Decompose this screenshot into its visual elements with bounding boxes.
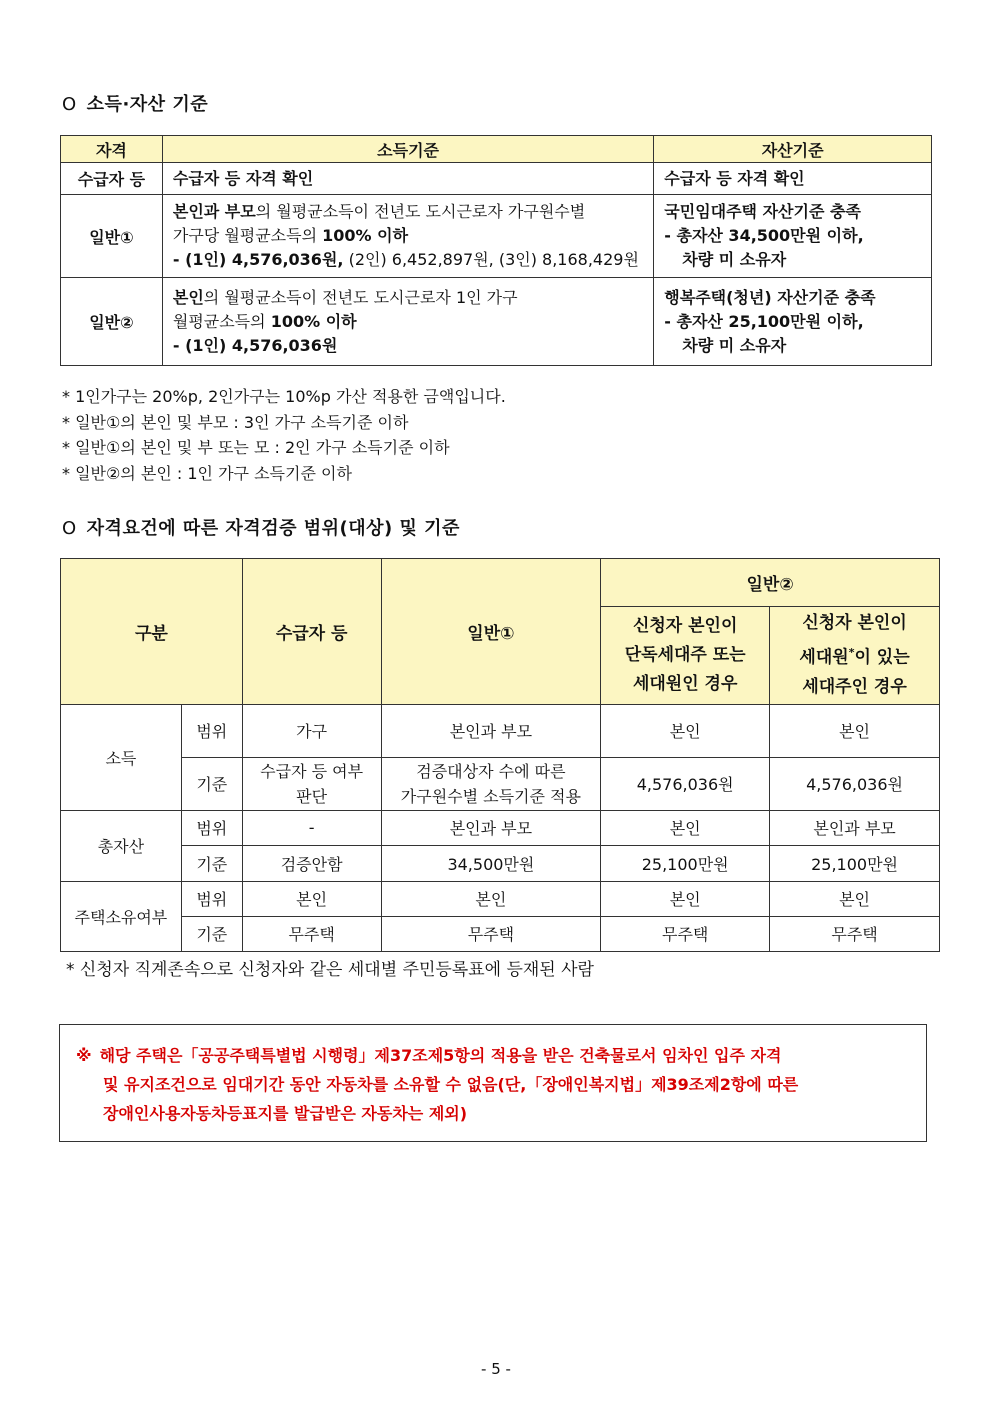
row-label-general1: 일반① xyxy=(61,195,163,278)
header-general2: 일반② xyxy=(601,559,940,607)
cell-recipient: 가구 xyxy=(242,704,381,757)
table-row xyxy=(61,195,932,278)
income-text: 가구당 월평균소득의 xyxy=(172,226,323,245)
row-range: 범위 xyxy=(181,881,242,916)
notice-text: 해당 주택은「공공주택특별법 시행령」제37조제5항의 적용을 받은 건축물로서 임차인 입주 자격 xyxy=(99,1046,782,1065)
cell-general1: 본인과 부모 xyxy=(381,810,601,845)
table-header-row xyxy=(61,559,940,607)
verification-scope-table xyxy=(60,558,940,952)
footnote-marker: * xyxy=(848,646,855,659)
cell-general1 xyxy=(381,757,601,810)
table-row xyxy=(61,278,932,366)
note-item: * 일반①의 본인 및 부모 : 3인 가구 소득기준 이하 xyxy=(62,412,409,432)
asset-standard: 국민임대주택 자산기준 충족 xyxy=(664,202,861,221)
recipient-income: 수급자 등 자격 확인 xyxy=(162,163,653,195)
header-text: 세대원 xyxy=(799,647,849,668)
table-header-row xyxy=(61,136,932,163)
row-label-general2: 일반② xyxy=(61,278,163,366)
header-text: 신청자 본인이 xyxy=(802,613,907,633)
income-text: 월평균소득의 xyxy=(172,311,271,331)
general1-income xyxy=(162,195,653,278)
table-row xyxy=(61,916,940,951)
cell-recipient: 무주택 xyxy=(242,916,381,951)
page-number: - 5 - xyxy=(481,1360,511,1378)
header-text: 세대주인 경우 xyxy=(802,676,907,697)
cell-general2-a: 4,576,036원 xyxy=(601,757,770,810)
asset-standard: 행복주택(청년) 자산기준 충족 xyxy=(664,287,876,307)
section1-title: 소득·자산 기준 xyxy=(86,94,209,115)
table-footnote: * 신청자 직계존속으로 신청자와 같은 세대별 주민등록표에 등재된 사람 xyxy=(66,960,594,980)
row-range: 범위 xyxy=(181,704,242,757)
row-range: 범위 xyxy=(181,810,242,845)
group-total-assets: 총자산 xyxy=(61,810,182,881)
vehicle-condition: 차량 미 소유자 xyxy=(682,335,787,355)
section2-title: 자격요건에 따른 자격검증 범위(대상) 및 기준 xyxy=(86,518,460,539)
cell-general2-b: 본인 xyxy=(770,704,940,757)
group-income: 소득 xyxy=(61,704,182,810)
note-item: * 일반②의 본인 : 1인 가구 소득기준 이하 xyxy=(62,463,352,483)
cell-general2-a: 무주택 xyxy=(601,916,770,951)
note-item: * 일반①의 본인 및 부 또는 모 : 2인 가구 소득기준 이하 xyxy=(62,438,450,457)
recipient-asset: 수급자 등 자격 확인 xyxy=(654,163,932,195)
cell-general2-a: 본인 xyxy=(601,810,770,845)
notes-list xyxy=(62,384,506,486)
vehicle-restriction-notice xyxy=(59,1024,927,1142)
heading-bullet: O xyxy=(62,518,77,539)
notice-text: 및 유지조건으로 임대기간 동안 자동차를 소유할 수 없음(단,「장애인복지법」제39조제2항에 따른 xyxy=(103,1075,799,1094)
table-row xyxy=(61,881,940,916)
header-text: 단독세대주 또는 xyxy=(624,644,746,665)
income-amount-1p: - (1인) 4,576,036원, xyxy=(172,250,344,269)
header-recipient: 수급자 등 xyxy=(242,559,381,705)
table-row xyxy=(61,810,940,845)
cell-recipient: 검증안함 xyxy=(242,845,381,881)
header-income-criteria: 소득기준 xyxy=(162,136,653,163)
income-subject-bold: 본인과 부모 xyxy=(172,202,256,221)
cell-general2-a: 25,100만원 xyxy=(601,845,770,881)
income-percent: 100% 이하 xyxy=(270,311,357,331)
cell-recipient: 본인 xyxy=(242,881,381,916)
income-percent: 100% 이하 xyxy=(322,226,409,245)
cell-recipient xyxy=(242,757,381,810)
general1-asset xyxy=(654,195,932,278)
row-standard: 기준 xyxy=(181,845,242,881)
header-asset-criteria: 자산기준 xyxy=(654,136,932,163)
cell-general2-b: 무주택 xyxy=(770,916,940,951)
income-asset-criteria-table xyxy=(60,135,932,366)
cell-text: 검증대상자 수에 따른 xyxy=(416,761,566,781)
asset-limit: - 총자산 34,500만원 이하, xyxy=(664,226,864,245)
cell-general1: 본인 xyxy=(381,881,601,916)
row-standard: 기준 xyxy=(181,916,242,951)
cell-general1: 34,500만원 xyxy=(381,845,601,881)
asset-limit: - 총자산 25,100만원 이하, xyxy=(664,311,864,331)
table-row xyxy=(61,845,940,881)
header-general1: 일반① xyxy=(381,559,601,705)
row-standard: 기준 xyxy=(181,757,242,810)
row-label-recipient: 수급자 등 xyxy=(61,163,163,195)
header-general2-householder-with-members xyxy=(770,607,940,705)
header-text: 신청자 본인이 xyxy=(632,615,738,636)
income-text: 의 월평균소득이 전년도 도시근로자 가구원수별 xyxy=(255,202,586,221)
header-text: 세대원인 경우 xyxy=(632,673,738,694)
income-amounts-other: (2인) 6,452,897원, (3인) 8,168,429원 xyxy=(343,250,639,269)
income-text: 의 월평균소득이 전년도 도시근로자 1인 가구 xyxy=(203,287,518,307)
section1-heading xyxy=(62,90,208,116)
header-general2-single-householder xyxy=(601,607,770,705)
general2-income xyxy=(162,278,653,366)
cell-general1: 무주택 xyxy=(381,916,601,951)
general2-asset xyxy=(654,278,932,366)
note-item: * 1인가구는 20%p, 2인가구는 10%p 가산 적용한 금액입니다. xyxy=(62,387,506,406)
notice-text: 장애인사용자동차등표지를 발급받은 자동차는 제외) xyxy=(103,1104,468,1123)
header-qualification: 자격 xyxy=(61,136,163,163)
cell-general2-b: 4,576,036원 xyxy=(770,757,940,810)
section2-heading xyxy=(62,514,460,540)
cell-text: 수급자 등 여부 xyxy=(260,761,364,781)
cell-general2-a: 본인 xyxy=(601,881,770,916)
income-amount-1p: - (1인) 4,576,036원 xyxy=(172,335,338,355)
table-row xyxy=(61,163,932,195)
cell-text: 가구원수별 소득기준 적용 xyxy=(400,786,581,806)
cell-text: 판단 xyxy=(296,786,328,806)
header-text: 이 있는 xyxy=(854,647,910,668)
vehicle-condition: 차량 미 소유자 xyxy=(682,250,787,269)
cell-general2-a: 본인 xyxy=(601,704,770,757)
cell-general1: 본인과 부모 xyxy=(381,704,601,757)
reference-mark-icon: ※ xyxy=(76,1046,92,1065)
group-house-ownership: 주택소유여부 xyxy=(61,881,182,951)
cell-general2-b: 본인과 부모 xyxy=(770,810,940,845)
heading-bullet: O xyxy=(62,94,77,115)
table-row xyxy=(61,704,940,757)
cell-general2-b: 25,100만원 xyxy=(770,845,940,881)
table-row xyxy=(61,757,940,810)
cell-general2-b: 본인 xyxy=(770,881,940,916)
header-category: 구분 xyxy=(61,559,243,705)
income-subject-bold: 본인 xyxy=(172,287,204,307)
cell-recipient: - xyxy=(242,810,381,845)
